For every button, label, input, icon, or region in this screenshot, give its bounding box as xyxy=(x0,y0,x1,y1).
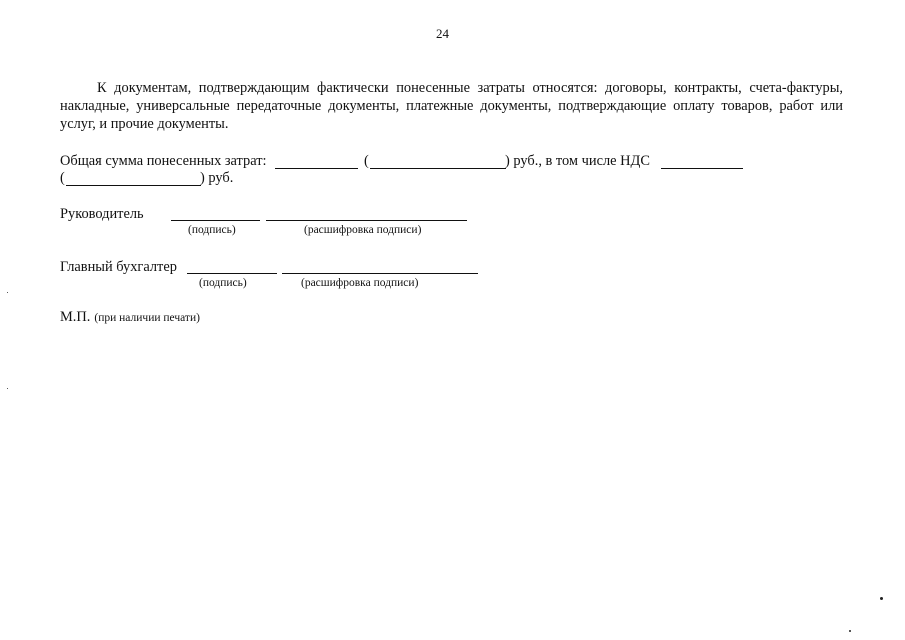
stamp-place xyxy=(60,308,200,326)
rub-including-vat-label: ) руб., в том числе НДС xyxy=(505,153,650,169)
vat-amount-blank xyxy=(661,168,743,169)
accountant-decoding-caption: (расшифровка подписи) xyxy=(301,277,419,289)
director-signature-caption: (подпись) xyxy=(188,224,236,236)
total-amount-words-blank xyxy=(370,168,506,169)
open-paren-2: ( xyxy=(60,170,65,186)
total-expenses-label: Общая сумма понесенных затрат: xyxy=(60,153,267,169)
accountant-decoding-blank xyxy=(282,273,478,274)
rub-label: ) руб. xyxy=(200,170,234,186)
total-amount-blank xyxy=(275,168,358,169)
documents-paragraph: К документам, подтверждающим фактически понесенные затраты относятся: договоры, контракты, счета-фактуры, накладные, универсальные передаточные документы, платежные документы, подтверждающие оплату товаров, работ или услуг, и прочие документы. xyxy=(60,80,843,132)
stamp-note: (при наличии печати) xyxy=(94,312,200,324)
vat-amount-words-blank xyxy=(66,185,201,186)
chief-accountant-label: Главный бухгалтер xyxy=(60,259,177,275)
scan-speck xyxy=(849,630,851,632)
director-signature-blank xyxy=(171,220,260,221)
stamp-label: М.П. xyxy=(60,309,91,325)
director-decoding-blank xyxy=(266,220,467,221)
accountant-signature-caption: (подпись) xyxy=(199,277,247,289)
scan-speck xyxy=(880,597,883,600)
director-decoding-caption: (расшифровка подписи) xyxy=(304,224,422,236)
accountant-signature-blank xyxy=(187,273,277,274)
scan-speck xyxy=(7,292,8,293)
open-paren: ( xyxy=(364,153,369,169)
director-label: Руководитель xyxy=(60,206,144,222)
page-number: 24 xyxy=(436,26,449,41)
scan-speck xyxy=(7,388,8,389)
